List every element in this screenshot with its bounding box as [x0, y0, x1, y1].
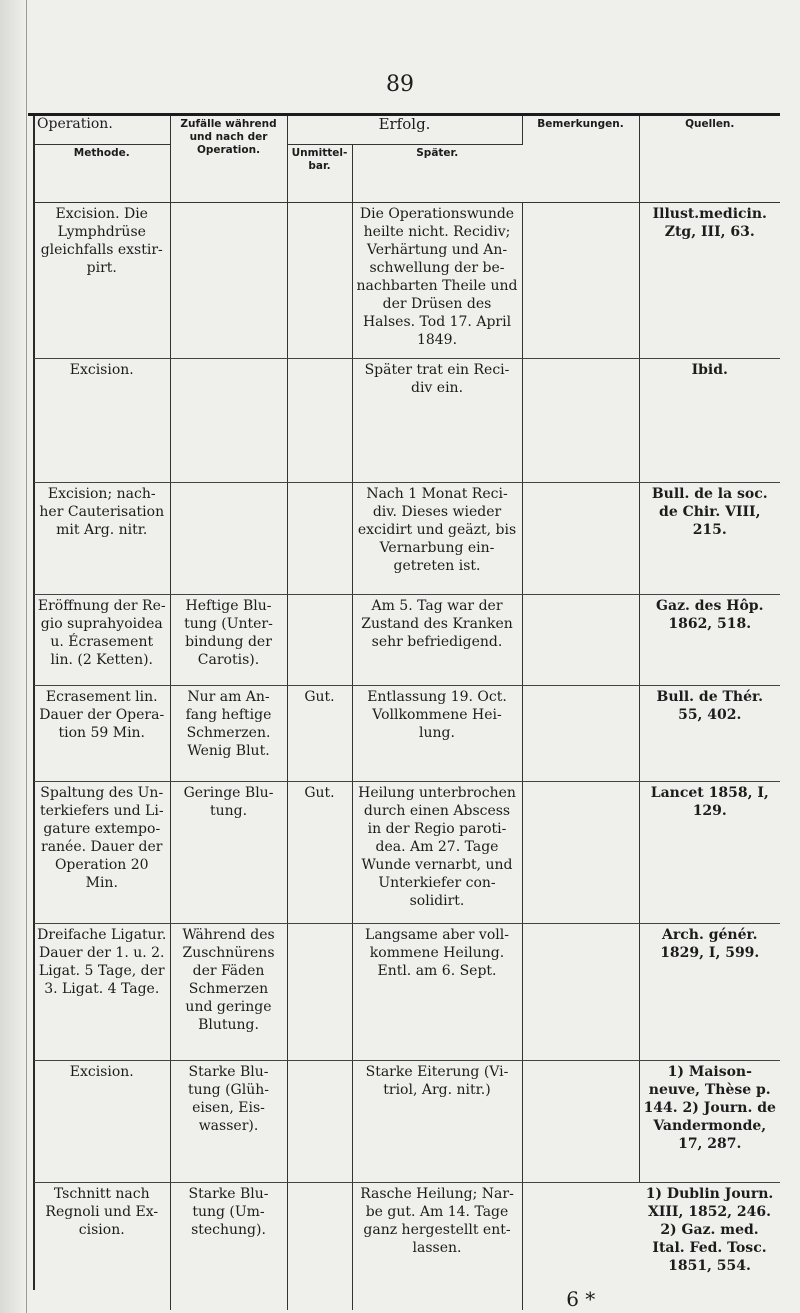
cell-spaeter: Entlassung 19. Oct. Vollkommene Hei-lung. [352, 685, 522, 781]
table-row [34, 202, 780, 358]
cell-methode: Ecrasement lin. Dauer der Opera-tion 59 Min. [34, 685, 170, 781]
table-row [34, 1182, 780, 1310]
cell-unmittelbar [287, 358, 352, 482]
cell-methode: Excision; nach-her Cauterisation mit Arg. nitr. [34, 482, 170, 594]
table-row [34, 594, 780, 685]
cell-bemerkungen [522, 1060, 639, 1182]
cell-zufaelle: Starke Blu-tung (Um-stechung). [170, 1182, 287, 1310]
cell-spaeter: Die Operationswunde heilte nicht. Recidiv; Verhärtung und An-schwellung der be-nachbarten Theile und der Drüsen des Halses. Tod 17. April 1849. [352, 202, 522, 358]
table-row [34, 781, 780, 923]
cell-zufaelle: Während des Zuschnürens der Fäden Schmerzen und geringe Blutung. [170, 923, 287, 1060]
cell-methode: Tschnitt nach Regnoli und Ex-cision. [34, 1182, 170, 1310]
header-zufaelle: Zufälle während und nach der Operation. [170, 116, 287, 202]
cell-bemerkungen [522, 358, 639, 482]
header-quellen: Quellen. [639, 116, 780, 202]
table-row [34, 923, 780, 1060]
cell-methode: Dreifache Ligatur. Dauer der 1. u. 2. Ligat. 5 Tage, der 3. Ligat. 4 Tage. [34, 923, 170, 1060]
signature-mark: 6 * [566, 1287, 596, 1311]
cell-bemerkungen [522, 482, 639, 594]
cell-quellen: Arch. génér. 1829, I, 599. [639, 923, 780, 1060]
table-row [34, 1060, 780, 1182]
cell-quellen: Illust.medicin. Ztg, III, 63. [639, 202, 780, 358]
cell-spaeter: Langsame aber voll-kommene Heilung. Entl. am 6. Sept. [352, 923, 522, 1060]
header-erfolg: Erfolg. [287, 116, 522, 144]
page-number: 89 [386, 72, 414, 97]
cell-zufaelle: Starke Blu-tung (Glüh-eisen, Eis-wasser). [170, 1060, 287, 1182]
cell-spaeter: Später trat ein Reci-div ein. [352, 358, 522, 482]
operations-table [34, 116, 780, 1310]
cell-spaeter: Nach 1 Monat Reci-div. Dieses wieder excidirt und geäzt, bis Vernarbung ein-getreten ist. [352, 482, 522, 594]
cell-unmittelbar: Gut. [287, 781, 352, 923]
cell-spaeter: Heilung unterbrochen durch einen Abscess in der Regio paroti-dea. Am 27. Tage Wunde vernarbt, und Unterkiefer con-solidirt. [352, 781, 522, 923]
cell-spaeter: Am 5. Tag war der Zustand des Kranken sehr befriedigend. [352, 594, 522, 685]
cell-zufaelle [170, 482, 287, 594]
header-bemerkungen: Bemerkungen. [522, 116, 639, 202]
cell-bemerkungen [522, 594, 639, 685]
cell-methode: Spaltung des Un-terkiefers und Li-gature extempo-ranée. Dauer der Operation 20 Min. [34, 781, 170, 923]
cell-methode: Excision. Die Lymphdrüse gleichfalls exstir-pirt. [34, 202, 170, 358]
cell-quellen: Bull. de Thér. 55, 402. [639, 685, 780, 781]
header-methode: Methode. [34, 144, 170, 202]
cell-quellen: 1) Maison-neuve, Thèse p. 144. 2) Journ. de Vandermonde, 17, 287. [639, 1060, 780, 1182]
cell-methode: Excision. [34, 358, 170, 482]
cell-spaeter: Rasche Heilung; Nar-be gut. Am 14. Tage ganz hergestellt ent-lassen. [352, 1182, 522, 1310]
cell-zufaelle [170, 358, 287, 482]
cell-quellen: Bull. de la soc. de Chir. VIII, 215. [639, 482, 780, 594]
cell-zufaelle [170, 202, 287, 358]
cell-bemerkungen [522, 923, 639, 1060]
cell-methode: Eröffnung der Re-gio suprahyoidea u. Écrasement lin. (2 Ketten). [34, 594, 170, 685]
cell-spaeter: Starke Eiterung (Vi-triol, Arg. nitr.) [352, 1060, 522, 1182]
cell-unmittelbar [287, 202, 352, 358]
cell-unmittelbar [287, 1182, 352, 1310]
cell-zufaelle: Heftige Blu-tung (Unter-bindung der Carotis). [170, 594, 287, 685]
cell-unmittelbar: Gut. [287, 685, 352, 781]
table-row [34, 358, 780, 482]
cell-bemerkungen [522, 202, 639, 358]
cell-unmittelbar [287, 923, 352, 1060]
cell-methode: Excision. [34, 1060, 170, 1182]
book-binding-edge [0, 0, 27, 1313]
table-row [34, 482, 780, 594]
cell-quellen: 1) Dublin Journ. XIII, 1852, 246. 2) Gaz. med. Ital. Fed. Tosc. 1851, 554. [645, 1185, 774, 1274]
cell-unmittelbar [287, 482, 352, 594]
header-spaeter: Später. [352, 144, 522, 202]
cell-zufaelle: Geringe Blu-tung. [170, 781, 287, 923]
table-row [34, 685, 780, 781]
cell-bemerkungen [522, 781, 639, 923]
cell-quellen: Lancet 1858, I, 129. [639, 781, 780, 923]
cell-quellen: Gaz. des Hôp. 1862, 518. [639, 594, 780, 685]
header-operation: Operation. [34, 116, 170, 144]
header-unmittelbar: Unmittel-bar. [287, 144, 352, 202]
table-header [34, 116, 780, 202]
cell-unmittelbar [287, 1060, 352, 1182]
cell-zufaelle: Nur am An-fang heftige Schmerzen. Wenig Blut. [170, 685, 287, 781]
cell-bemerkungen [522, 685, 639, 781]
cell-unmittelbar [287, 594, 352, 685]
cell-quellen: Ibid. [639, 358, 780, 482]
